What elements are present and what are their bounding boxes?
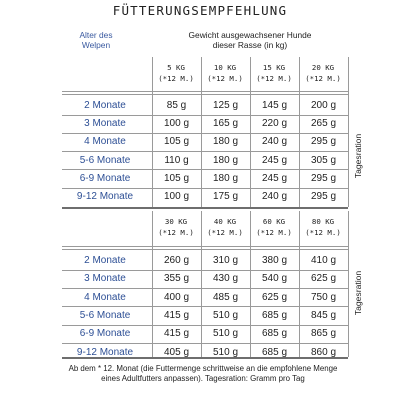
portion-cell: 415 g bbox=[163, 309, 190, 321]
age-header-line-1: Alter des bbox=[79, 30, 113, 40]
portion-cell: 105 g bbox=[163, 172, 190, 184]
portion-cell: 305 g bbox=[310, 154, 337, 166]
age-cell: 4 Monate bbox=[84, 291, 126, 303]
weight-sub-label: (*12 M.) bbox=[305, 74, 341, 83]
weight-sub-label: (*12 M.) bbox=[158, 74, 194, 83]
portion-cell: 485 g bbox=[212, 291, 239, 303]
portion-cell: 295 g bbox=[310, 136, 337, 148]
daily-ration-label: Tagesration bbox=[353, 133, 363, 179]
weight-column-header-2-1 bbox=[153, 216, 199, 238]
portion-cell: 245 g bbox=[261, 154, 288, 166]
weight-label: 40 KG bbox=[213, 217, 237, 226]
portion-cell: 105 g bbox=[163, 136, 190, 148]
column-separator bbox=[348, 211, 349, 357]
weight-label: 10 KG bbox=[213, 63, 237, 72]
portion-cell: 100 g bbox=[163, 191, 190, 202]
weight-column-header-2-4 bbox=[300, 216, 346, 238]
weight-sub-label: (*12 M.) bbox=[305, 228, 341, 237]
header-rule bbox=[62, 91, 348, 92]
portion-cell: 200 g bbox=[310, 100, 337, 111]
age-column-header bbox=[66, 30, 126, 50]
portion-cell: 145 g bbox=[261, 100, 288, 111]
footnote-line-2: eines Adultfutters anpassen). Tagesration: Gramm pro Tag bbox=[101, 374, 305, 383]
portion-cell: 625 g bbox=[261, 291, 288, 303]
portion-cell: 410 g bbox=[310, 255, 337, 266]
age-cell: 2 Monate bbox=[84, 100, 126, 111]
age-cell: 9-12 Monate bbox=[76, 191, 134, 202]
portion-cell: 400 g bbox=[163, 291, 190, 303]
header-rule bbox=[62, 249, 348, 250]
header-rule bbox=[62, 94, 348, 95]
weight-sub-label: (*12 M.) bbox=[207, 74, 243, 83]
weight-column-header-2-3 bbox=[251, 216, 297, 238]
portion-cell: 125 g bbox=[212, 100, 239, 111]
portion-cell: 540 g bbox=[261, 273, 288, 285]
footnote bbox=[58, 364, 348, 384]
portion-cell: 750 g bbox=[310, 291, 337, 303]
portion-cell: 625 g bbox=[310, 273, 337, 285]
page-title: FÜTTERUNGSEMPFEHLUNG bbox=[112, 3, 288, 18]
age-cell: 5-6 Monate bbox=[79, 154, 131, 166]
weight-column-header-1-2 bbox=[202, 62, 248, 84]
table-end-rule bbox=[62, 207, 348, 209]
age-cell: 4 Monate bbox=[84, 136, 126, 148]
age-cell: 2 Monate bbox=[84, 255, 126, 266]
column-separator bbox=[348, 57, 349, 207]
weight-label: 20 KG bbox=[311, 63, 335, 72]
weight-column-header-1-4 bbox=[300, 62, 346, 84]
portion-cell: 220 g bbox=[261, 118, 288, 130]
daily-ration-label: Tagesration bbox=[353, 270, 363, 316]
weight-column-header-1-1 bbox=[153, 62, 199, 84]
weight-label: 60 KG bbox=[262, 217, 286, 226]
weight-header-line-2: dieser Rasse (in kg) bbox=[212, 40, 288, 50]
portion-cell: 240 g bbox=[261, 191, 288, 202]
portion-cell: 245 g bbox=[261, 172, 288, 184]
portion-cell: 685 g bbox=[261, 346, 288, 358]
weight-sub-label: (*12 M.) bbox=[256, 74, 292, 83]
header-rule bbox=[62, 246, 348, 247]
portion-cell: 405 g bbox=[163, 346, 190, 358]
portion-cell: 685 g bbox=[261, 328, 288, 340]
portion-cell: 380 g bbox=[261, 255, 288, 266]
portion-cell: 180 g bbox=[212, 136, 239, 148]
portion-cell: 310 g bbox=[212, 255, 239, 266]
weight-sub-label: (*12 M.) bbox=[207, 228, 243, 237]
weight-label: 80 KG bbox=[311, 217, 335, 226]
weight-column-header bbox=[152, 30, 348, 50]
portion-cell: 100 g bbox=[163, 118, 190, 130]
table-end-rule bbox=[62, 357, 348, 359]
portion-cell: 180 g bbox=[212, 172, 239, 184]
portion-cell: 685 g bbox=[261, 309, 288, 321]
weight-label: 15 KG bbox=[262, 63, 286, 72]
portion-cell: 110 g bbox=[164, 154, 189, 166]
weight-column-header-1-3 bbox=[251, 62, 297, 84]
age-cell: 3 Monate bbox=[84, 273, 126, 285]
portion-cell: 860 g bbox=[310, 346, 337, 358]
portion-cell: 265 g bbox=[310, 118, 337, 130]
age-cell: 6-9 Monate bbox=[79, 172, 131, 184]
weight-header-line-1: Gewicht ausgewachsener Hunde bbox=[188, 30, 312, 40]
portion-cell: 845 g bbox=[310, 309, 337, 321]
age-cell: 6-9 Monate bbox=[79, 328, 131, 340]
weight-label: 30 KG bbox=[164, 217, 188, 226]
portion-cell: 355 g bbox=[163, 273, 190, 285]
weight-sub-label: (*12 M.) bbox=[256, 228, 292, 237]
age-cell: 9-12 Monate bbox=[76, 346, 134, 358]
portion-cell: 240 g bbox=[261, 136, 288, 148]
weight-column-header-2-2 bbox=[202, 216, 248, 238]
portion-cell: 430 g bbox=[212, 273, 239, 285]
portion-cell: 415 g bbox=[163, 328, 190, 340]
portion-cell: 260 g bbox=[163, 255, 190, 266]
footnote-line-1: Ab dem * 12. Monat (die Futtermenge schrittweise an die empfohlene Menge bbox=[68, 364, 338, 373]
portion-cell: 295 g bbox=[310, 172, 337, 184]
portion-cell: 85 g bbox=[166, 100, 187, 111]
portion-cell: 865 g bbox=[310, 328, 337, 340]
weight-sub-label: (*12 M.) bbox=[158, 228, 194, 237]
portion-cell: 180 g bbox=[212, 154, 239, 166]
age-cell: 5-6 Monate bbox=[79, 309, 131, 321]
portion-cell: 510 g bbox=[212, 346, 239, 358]
age-header-line-2: Welpen bbox=[81, 40, 111, 50]
portion-cell: 165 g bbox=[212, 118, 239, 130]
portion-cell: 510 g bbox=[212, 309, 239, 321]
portion-cell: 295 g bbox=[310, 191, 337, 202]
portion-cell: 510 g bbox=[212, 328, 239, 340]
portion-cell: 175 g bbox=[212, 191, 239, 202]
age-cell: 3 Monate bbox=[84, 118, 126, 130]
weight-label: 5 KG bbox=[167, 63, 185, 72]
